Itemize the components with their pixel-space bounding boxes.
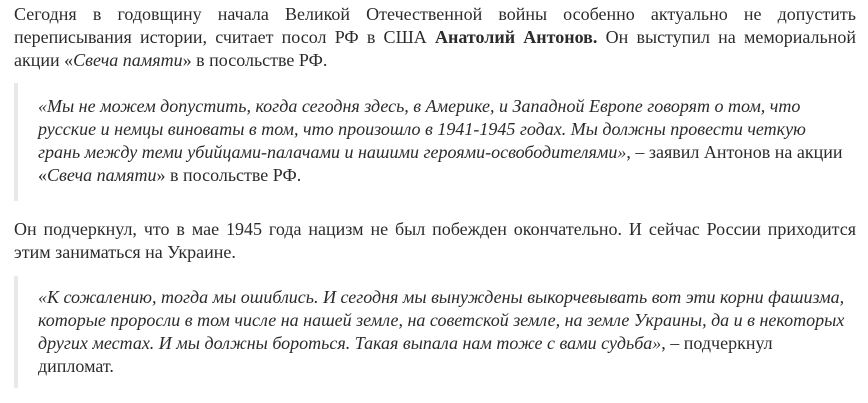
- quote-italic-text: «Мы не можем допустить, когда сегодня здесь, в Америке, и Западной Европе говорят о том, что русские и немцы виноваты в том, что произошло в 1941-1945 годах. Мы должны провести четкую грань между теми убийцами-палачами и нашими героями-освободителями»: [38, 96, 806, 162]
- quote-attribution: , – подчеркнул дипломат.: [38, 333, 773, 376]
- intro-text: Сегодня в годовщину начала Великой Отечественной войны особенно актуально не допустить переписывания истории, считает посол РФ в США: [14, 4, 856, 47]
- ambassador-name: Анатолий Антонов.: [434, 27, 598, 47]
- quote-attribution-end: » в посольстве РФ.: [156, 165, 302, 185]
- intro-text-end: » в посольстве РФ.: [182, 50, 328, 70]
- intro-text-continued: Он выступил на мемориальной акции «: [14, 27, 856, 70]
- quote-italic-text: «К сожалению, тогда мы ошиблись. И сегодня мы вынуждены выкорчевывать вот эти корни фашизма, которые проросли в том числе на нашей земле, на советской земле, на земле Украины, да и в некоторых других местах. И мы должны бороться. Такая выпала нам тоже с вами судьба»: [38, 287, 845, 353]
- blockquote-diplomat: [14, 276, 856, 388]
- quote-attribution: , – заявил Антонов на акции «: [38, 142, 843, 185]
- quote-paragraph: [38, 286, 850, 378]
- blockquote-antonov: [14, 83, 856, 201]
- paragraph-intro: [14, 3, 856, 72]
- article-body: [14, 3, 856, 388]
- quote-paragraph: [38, 95, 850, 187]
- quote-event-name: Свеча памяти: [47, 165, 157, 185]
- event-name: Свеча памяти: [73, 50, 183, 70]
- paragraph-nazism: Он подчеркнул, что в мае 1945 года нацизм не был побежден окончательно. И сейчас России приходится этим заниматься на Украине.: [14, 219, 856, 262]
